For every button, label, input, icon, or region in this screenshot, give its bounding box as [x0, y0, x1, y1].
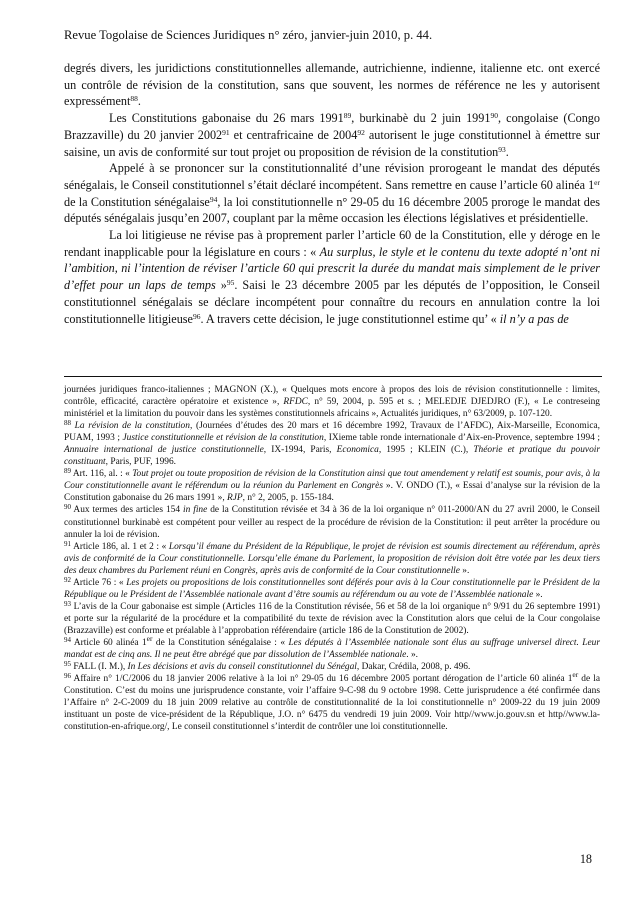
text-run: de la Constitution sénégalaise : «: [152, 637, 289, 648]
text-run: Aux termes des articles 154: [71, 505, 183, 516]
text-run: Les députés à l’Assemblée nationale sont élus au suffrage universel direct. Leur mandat est de cinq ans. Il ne peut être abrégé que par dissolution de l’Assemblée nationale: [64, 637, 600, 661]
text-run: , (Journées d’études des 20 mars et 16 décembre 1992, Travaux de l’AFDC), Aix-Marseille, Economica, PUAM, 1993 ;: [64, 421, 600, 444]
footnote-94: [64, 633, 600, 661]
text-run: Justice constitutionnelle et révision de la constitution: [122, 433, 324, 444]
text-run: . ».: [406, 650, 419, 661]
text-run: Les Constitutions gabonaise du 26 mars 1991: [109, 111, 344, 126]
text-run: »: [215, 278, 227, 293]
text-run: , IXieme table ronde internationale d’Aix-en-Provence, septembre 1994 ;: [323, 433, 600, 444]
text-run: in fine: [182, 505, 208, 516]
ordinal-suffix: er: [594, 177, 600, 187]
footnote-number: 93: [64, 599, 71, 608]
footnote-90: [64, 504, 600, 540]
text-run: .: [505, 144, 509, 159]
footnote-91: [64, 541, 600, 577]
text-run: ».: [459, 565, 470, 576]
text-run: , congolaise (Congo Brazzaville) du 20 janvier 2002: [64, 111, 600, 142]
text-run: degrés divers, les juridictions constitutionnelles allemande, autrichienne, indienne, italienne etc. ont exercé un contrôle de révision de la constitution, sans que souvent, les normes de référence ne les y autorisent expressément: [64, 61, 600, 109]
footnote-ref-96: 96: [192, 311, 201, 321]
paragraph-4: [64, 227, 600, 327]
footnote-88: [64, 420, 600, 468]
text-run: de la Constitution révisée et 34 à 36 de la loi organique n° 011-2000/AN du 27 avril 2000, le Conseil constitutionnel burkinabè est compétent pour veiller au respect de la procédure de révision de la Constitution: il peut arrêter la procédure ou annuler la loi de révision.: [64, 505, 600, 540]
text-run: , burkinabè du 2 juin 1991: [351, 111, 491, 126]
footnote-ref-91: 91: [222, 127, 230, 137]
text-run: L’avis de la Cour gabonaise est simple (Articles 116 de la Constitution révisée, 56 et 58 de la loi organique n° 9/91 du 26 septembre 1991) et porte sur la régularité de la procédure et la compatibilité du texte de révision avec la Constitution alors que celui de la Cour congolaise (Brazzaville) est conforme et préalable à l’approbation référendaire (article 186 de la Constitution de 2002).: [64, 601, 600, 636]
footnote-number: 89: [64, 467, 71, 476]
text-run: , IX-1994, Paris,: [263, 445, 337, 456]
footnote-ref-95: 95: [226, 278, 235, 288]
text-run: In Les décisions et avis du conseil constitutionnel du Sénégal: [127, 662, 357, 673]
text-run: , 1995 ; KLEIN (C.),: [378, 445, 474, 456]
footnote-ref-89: 89: [343, 111, 352, 121]
paragraph-2: [64, 110, 600, 160]
text-run: Article 60 alinéa 1: [71, 637, 147, 648]
footnote-number: 95: [64, 660, 71, 669]
footnote-continuation: [64, 384, 600, 420]
ordinal-suffix: er: [572, 670, 579, 680]
text-run: La loi litigieuse ne révise pas à proprement parler l’article 60 de la Constitution, elle y déroge en le rendant inapplicable pour la législature en cours : «: [64, 228, 600, 259]
paragraph-1: [64, 60, 600, 110]
text-run: , n° 2, 2005, p. 155-184.: [242, 493, 334, 504]
text-run: , n° 59, 2004, p. 595 et s. ; MELEDJE DJEDJRO (F.), « Le contreseing ministériel et la limitation du pouvoir dans les systèmes constitutionnels africains », Actualités juridiques, n° 63/2009, p. 107-120.: [64, 397, 600, 420]
footnote-number: 88: [64, 419, 71, 428]
quotation: Au surplus, le style et le contenu du texte adopté n’ont ni l’ambition, ni l’intention de réviser l’article 60 qui prescrit la durée du mandat mais simplement de le priver d’effet pour un laps de temps: [64, 244, 600, 293]
text-run: Théorie et pratique du pouvoir constituant: [64, 445, 601, 468]
text-run: , la loi constitutionnelle n° 29-05 du 16 décembre 2005 proroge le mandat des députés sénégalais jusqu’en 2007, couplant par la même occasion les élections législatives et présidentielle.: [64, 194, 600, 226]
footnote-ref-92: 92: [357, 127, 365, 137]
footnote-93: [64, 601, 600, 637]
text-run: Article 76 : «: [71, 577, 127, 588]
text-run: Art. 116, al. : «: [71, 469, 133, 480]
text-run: ».: [533, 589, 543, 600]
text-run: FALL (I. M.),: [71, 662, 128, 673]
text-run: et centrafricaine de 2004: [229, 127, 358, 142]
footnote-number: 91: [64, 539, 71, 548]
text-run: RJP: [227, 493, 243, 504]
quotation: il n’y a pas de: [499, 311, 569, 326]
text-run: . A travers cette décision, le juge constitutionnel estime qu’ «: [200, 311, 500, 326]
ordinal-suffix: er: [146, 633, 153, 643]
text-run: autorisent le juge constitutionnel à émettre sur saisine, un avis de conformité sur tout projet ou proposition de révision de la constitution: [64, 127, 601, 159]
text-run: de la Constitution. C’est du moins une jurisprudence constante, voir l’affaire 9-C-98 du 9 octobre 1998. Cette jurisprudence a été confirmée dans l’Affaire n° 2-C-2009 du 18 juin 2009 relative au contrôle de constitutionnalité de la loi constitutionnelle n° 2009-22 du 19 juin 2009 instituant un poste de vice-président de la République, J.O. n° 6475 du vendredi 19 juin 2009. Voir http//www.jo.gouv.sn et http//www.la-constitution-en-afrique.org/, Le conseil constitutionnel s’interdit de contrôler une loi constitutionnelle.: [64, 674, 600, 733]
running-header: Revue Togolaise de Sciences Juridiques n° zéro, janvier-juin 2010, p. 44.: [64, 28, 433, 42]
footnote-number: 94: [64, 635, 71, 644]
text-run: ». V. ONDO (T.), « Essai d’analyse sur la révision de la Constitution gabonaise du 26 mars 1991 »,: [64, 481, 600, 504]
footnote-separator: [64, 376, 602, 377]
text-run: journées juridiques franco-italiennes ; MAGNON (X.), « Quelques mots encore à propos des lois de révision constitutionnelle : limites, contrôle, efficacité, caractère opératoire et existence »,: [64, 385, 600, 408]
text-run: La révision de la constitution: [71, 421, 190, 432]
footnote-number: 96: [64, 672, 71, 681]
footnote-ref-88: 88: [130, 94, 138, 104]
text-run: .: [137, 94, 141, 109]
text-run: Lorsqu’il émane du Président de la République, le projet de révision est soumis directement au référendum, après avis de conformité de la Cour constitutionnelle. Lorsqu’elle émane du Parlement, la proposition de révision doit être votée par les deux tiers des deux chambres du Parlement réuni en Congrès, après avis de conformité de la Cour constitutionnelle: [64, 541, 600, 576]
footnote-92: [64, 577, 600, 601]
text-run: Les projets ou propositions de lois constitutionnelles sont déférés pour avis à la Cour constitutionnelle par le Président de la République ou le Président de l’Assemblée nationale avant d’être soumis au référendum ou au vote de l’Assemblée nationale: [64, 577, 600, 600]
text-run: . Saisi le 23 décembre 2005 par les députés de l’opposition, le Conseil constitutionnel sénégalais se déclare incompétent pour connaître du recours en annulation contre la loi constitutionnelle litigieuse: [64, 278, 600, 326]
footnote-number: 92: [64, 575, 71, 584]
footnote-number: 90: [64, 503, 71, 512]
text-run: RFDC: [283, 397, 308, 408]
page-number: 18: [579, 852, 592, 866]
footnote-ref-90: 90: [490, 111, 498, 121]
text-run: , Dakar, Crédila, 2008, p. 496.: [356, 662, 471, 673]
body-text: [64, 60, 600, 327]
footnote-96: [64, 670, 600, 733]
text-run: Tout projet ou toute proposition de révision de la Constitution ainsi que tout amendement y relatif est soumis, pour avis, à la Cour constitutionnelle avant le référendum ou la réunion du Parlement en Congrès: [64, 469, 600, 492]
text-run: , Paris, PUF, 1996.: [105, 457, 177, 468]
text-run: Affaire n° 1/C/2006 du 18 janvier 2006 relative à la loi n° 29-05 du 16 décembre 2005 portant dérogation de l’article 60 alinéa 1: [71, 674, 573, 685]
footnote-89: [64, 468, 600, 504]
text-run: de la Constitution sénégalaise: [64, 194, 210, 209]
text-run: Appelé à se prononcer sur la constitutionnalité d’une révision prorogeant le mandat des députés sénégalais, le Conseil constitutionnel s’était déclaré incompétent. Sans remettre en cause l’article 60 alinéa 1: [64, 161, 600, 192]
paragraph-3: [64, 160, 600, 227]
footnotes: [64, 384, 600, 733]
footnote-95: [64, 661, 600, 673]
text-run: Economica: [336, 445, 379, 456]
footnote-ref-93: 93: [498, 144, 506, 154]
text-run: Article 186, al. 1 et 2 : «: [71, 541, 169, 552]
footnote-ref-94: 94: [209, 194, 218, 204]
text-run: Annuaire international de justice constitutionnelle: [64, 445, 264, 456]
